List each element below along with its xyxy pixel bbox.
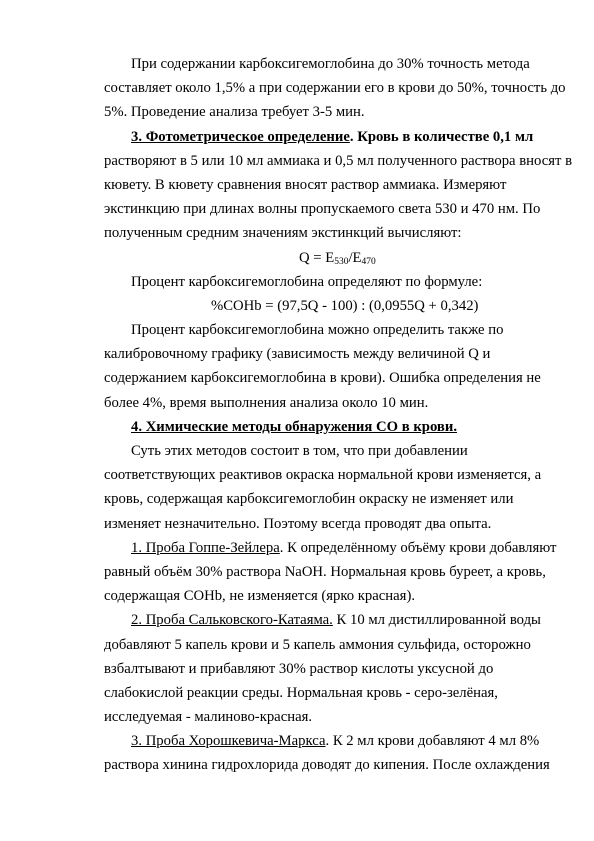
paragraph-line	[104, 52, 551, 76]
paragraph-line	[104, 753, 551, 777]
paragraph-line	[104, 657, 551, 681]
paragraph-line	[104, 439, 551, 463]
text-line: растворяют в 5 или 10 мл аммиака и 0,5 мл полученного раствора вносят в	[104, 152, 573, 169]
formula-subscript: 530	[334, 256, 349, 267]
text-line: Суть этих методов состоит в том, что при добавлении	[131, 443, 468, 459]
document-body	[104, 52, 573, 778]
text-line: составляет около 1,5% а при содержании его в крови до 50%, точность до	[104, 80, 566, 97]
text-line: более 4%, время выполнения анализа около 10 мин.	[104, 394, 429, 411]
section-heading-line	[104, 415, 551, 439]
text-line: При содержании карбоксигемоглобина до 30% точность метода	[131, 56, 530, 72]
paragraph-line	[104, 681, 551, 705]
paragraph-line	[104, 729, 551, 753]
text-line: добавляют 5 капель крови и 5 капель аммония сульфида, осторожно	[104, 636, 531, 653]
text-line: 5%. Проведение анализа требует 3-5 мин.	[104, 104, 365, 121]
text-line: содержащая COHb, не изменяется (ярко красная).	[104, 588, 416, 605]
formula-q	[104, 246, 551, 270]
paragraph-line	[104, 512, 551, 536]
paragraph-line	[104, 100, 551, 124]
text-line: исследуемая - малиново-красная.	[104, 709, 313, 726]
paragraph-line	[104, 197, 551, 221]
formula-part: Q = E	[299, 249, 335, 266]
text-line: экстинкцию при длинах волны пропускаемого света 530 и 470 нм. По	[104, 201, 541, 218]
paragraph-line	[104, 270, 551, 294]
test-title-hoppe-seyler: 1. Проба Гоппе-Зейлера	[131, 539, 280, 556]
text-line: кювету. В кювету сравнения вносят раствор аммиака. Измеряют	[104, 176, 507, 193]
text-line: полученным средним значениям экстинкций вычисляют:	[104, 225, 462, 242]
paragraph-line	[104, 705, 551, 729]
section-heading-line	[104, 125, 551, 149]
text-line: Процент карбоксигемоглобина можно определить также по	[131, 322, 504, 339]
section-heading-chemical: 4. Химические методы обнаружения СО в крови.	[131, 418, 457, 435]
paragraph-line	[104, 463, 551, 487]
text-line: Процент карбоксигемоглобина определяют по формуле:	[131, 273, 483, 290]
paragraph-line	[104, 536, 557, 560]
text-line: К 10 мл дистиллированной воды	[332, 612, 541, 629]
paragraph-line	[104, 633, 551, 657]
text-line: кровь, содержащая карбоксигемоглобин окраску не изменяет или	[104, 491, 514, 508]
paragraph-line	[104, 318, 551, 342]
test-title-salkowski-katayama: 2. Проба Сальковского-Катаяма.	[131, 612, 333, 629]
text-line: раствора хинина гидрохлорида доводят до кипения. После охлаждения	[104, 757, 550, 774]
test-title-khoroshkevich-marx: 3. Проба Хорошкевича-Маркса	[131, 733, 326, 750]
text-line: изменяет незначительно. Поэтому всегда проводят два опыта.	[104, 515, 492, 532]
text-line: . Кровь в количестве 0,1 мл	[349, 128, 534, 145]
paragraph-line	[104, 221, 551, 245]
text-line: калибровочному графику (зависимость между величиной Q и	[104, 346, 491, 363]
text-line: . К 2 мл крови добавляют 4 мл 8%	[325, 733, 540, 750]
paragraph-line	[104, 76, 566, 100]
paragraph-line	[104, 149, 573, 173]
formula-cohb	[104, 294, 551, 318]
text-line: слабокислой реакции среды. Нормальная кровь - серо-зелёная,	[104, 684, 498, 701]
formula-subscript: 470	[361, 256, 376, 267]
paragraph-line	[104, 391, 551, 415]
text-line: содержанием карбоксигемоглобина в крови). Ошибка определения не	[104, 370, 541, 387]
text-line: взбалтывают и прибавляют 30% раствор кислоты уксусной до	[104, 660, 494, 677]
paragraph-line	[104, 366, 551, 390]
paragraph-line	[104, 584, 551, 608]
formula-text: %COHb = (97,5Q - 100) : (0,0955Q + 0,342)	[211, 297, 479, 314]
paragraph-line	[104, 608, 551, 632]
text-line: равный объём 30% раствора NaOH. Нормальная кровь буреет, а кровь,	[104, 563, 546, 580]
text-line: . К определённому объёму крови добавляют	[279, 539, 557, 556]
paragraph-line	[104, 560, 551, 584]
formula-part: /E	[348, 249, 362, 266]
paragraph-line	[104, 342, 551, 366]
section-heading-photometric: 3. Фотометрическое определение	[131, 128, 350, 145]
paragraph-line	[104, 487, 551, 511]
paragraph-line	[104, 173, 551, 197]
text-line: соответствующих реактивов окраска нормальной крови изменяется, а	[104, 467, 542, 484]
